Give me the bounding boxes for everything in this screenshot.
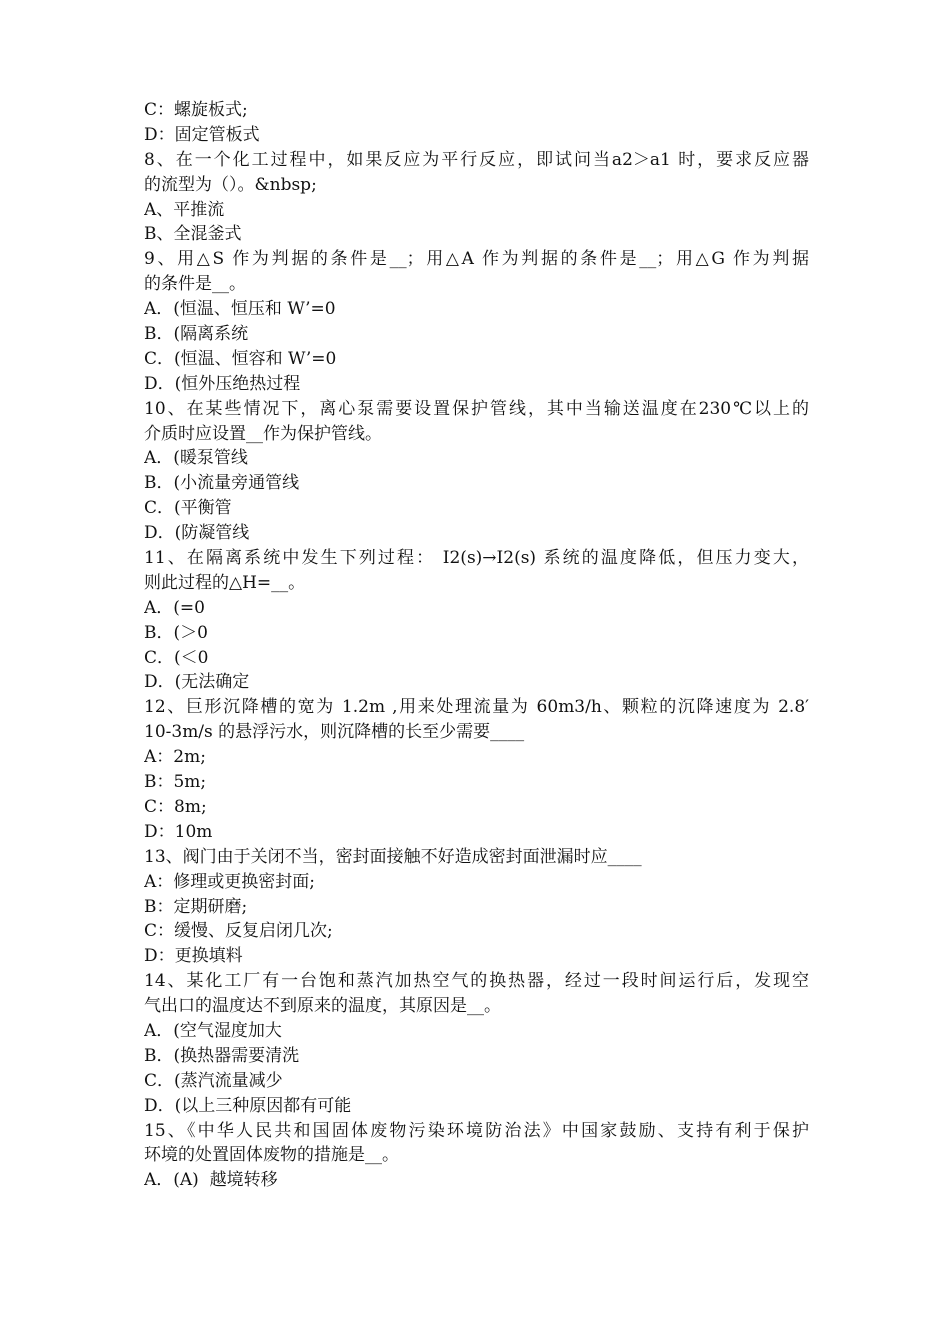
question-line: 12、巨形沉降槽的宽为 1.2m ,用来处理流量为 60m3/h、颗粒的沉降速度为 2.8′: [144, 697, 809, 718]
question-line: 环境的处置固体废物的措施是__。: [144, 1145, 399, 1166]
option-line: B．(隔离系统: [144, 324, 249, 345]
option-line: D：固定管板式: [144, 124, 260, 145]
option-line: C：螺旋板式;: [144, 100, 248, 120]
question-line: 的条件是__。: [144, 274, 246, 295]
question-line: 气出口的温度达不到原来的温度，其原因是__。: [144, 996, 501, 1017]
option-line: A．(空气湿度加大: [144, 1020, 282, 1041]
option-line: A．(恒温、恒压和 W’=0: [144, 299, 336, 320]
question-line: 的流型为（）。&nbsp;: [144, 174, 317, 195]
question-line: 10-3m/s 的悬浮污水，则沉降槽的长至少需要____: [144, 722, 525, 743]
question-line: 13、阀门由于关闭不当，密封面接触不好造成密封面泄漏时应____: [144, 846, 642, 867]
question-line: 则此过程的△H=__。: [144, 572, 306, 593]
option-line: B、全混釜式: [144, 224, 242, 245]
option-line: D：10m: [144, 821, 213, 842]
option-line: C．(蒸汽流量减少: [144, 1070, 283, 1091]
option-line: B．(小流量旁通管线: [144, 473, 300, 494]
option-line: A、平推流: [144, 199, 225, 220]
option-line: C：8m;: [144, 796, 207, 817]
option-line: A．(=0: [144, 597, 205, 618]
question-line: 8、在一个化工过程中，如果反应为平行反应，即试问当a2＞a1 时，要求反应器: [144, 149, 809, 170]
option-line: C：缓慢、反复启闭几次;: [144, 921, 333, 942]
option-line: D：更换填料: [144, 946, 243, 967]
question-line: 11、在隔离系统中发生下列过程： I2(s)→I2(s) 系统的温度降低，但压力变大，: [144, 548, 809, 569]
option-line: D．(恒外压绝热过程: [144, 373, 301, 394]
option-line: D．(以上三种原因都有可能: [144, 1095, 352, 1116]
option-line: B．(＞0: [144, 622, 208, 643]
option-line: C．(平衡管: [144, 498, 232, 519]
option-line: D．(防凝管线: [144, 523, 250, 544]
option-line: B．(换热器需要清洗: [144, 1045, 300, 1066]
option-line: A．(暖泵管线: [144, 448, 248, 469]
document-page: [144, 98, 809, 1193]
option-line: D．(无法确定: [144, 672, 250, 693]
option-line: C．(恒温、恒容和 W’=0: [144, 348, 337, 369]
question-line: 10、在某些情况下，离心泵需要设置保护管线，其中当输送温度在230℃以上的: [144, 398, 809, 419]
option-line: A：修理或更换密封面;: [144, 871, 316, 892]
option-line: A．(A) 越境转移: [144, 1170, 278, 1191]
question-line: 15、《中华人民共和国固体废物污染环境防治法》中国家鼓励、支持有利于保护: [144, 1120, 809, 1141]
question-line: 9、用△S 作为判据的条件是__；用△A 作为判据的条件是__；用△G 作为判据: [144, 249, 809, 270]
option-line: C．(＜0: [144, 647, 209, 668]
question-line: 14、某化工厂有一台饱和蒸汽加热空气的换热器，经过一段时间运行后，发现空: [144, 971, 809, 992]
question-line: 介质时应设置__作为保护管线。: [144, 423, 382, 444]
option-line: A：2m;: [144, 747, 206, 768]
option-line: B：5m;: [144, 772, 207, 793]
option-line: B：定期研磨;: [144, 896, 248, 917]
